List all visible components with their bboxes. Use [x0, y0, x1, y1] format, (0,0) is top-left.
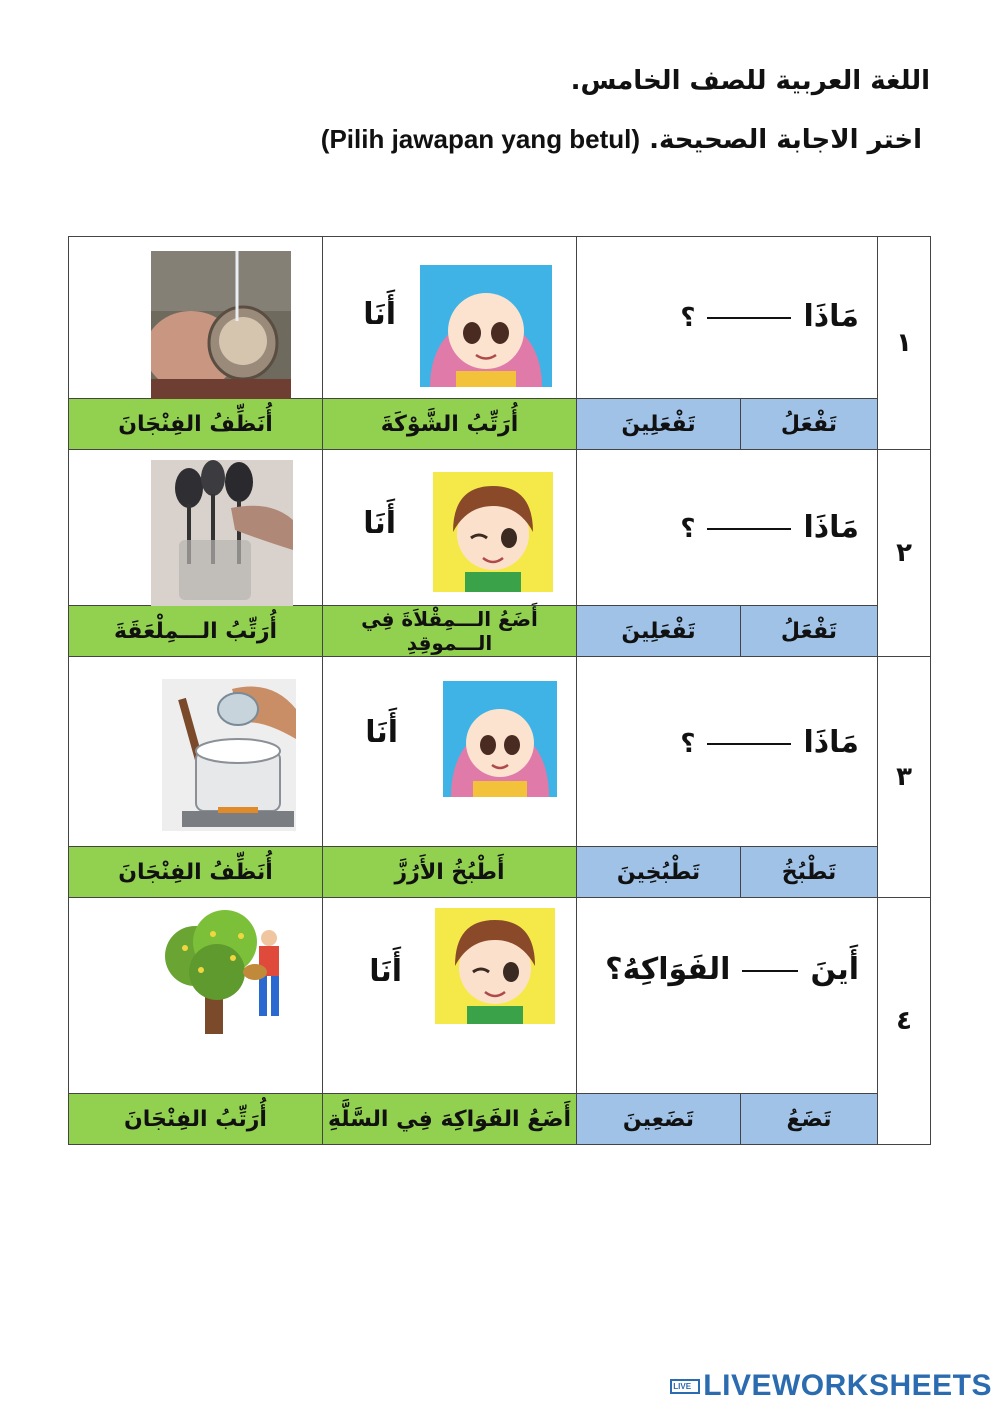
worksheet-title: اللغة العربية للصف الخامس.: [570, 66, 930, 96]
pronoun-text: أَنَا: [363, 506, 396, 541]
pronoun-cell-1: [323, 237, 577, 399]
girl-avatar-icon: [443, 681, 557, 797]
liveworksheets-logo: [670, 1369, 992, 1403]
option-sentence-2[interactable]: أُنَظِّفُ الفِنْجَانَ: [69, 847, 323, 898]
question-text: [680, 725, 859, 760]
answer-blank[interactable]: [707, 528, 791, 530]
instruction-arabic: اختر الاجابة الصحيحة.: [649, 125, 922, 155]
arranging-spoons-image: [151, 460, 293, 606]
option-sentence-2[interactable]: أُرَتِّبُ الفِنْجَانَ: [69, 1094, 323, 1145]
pronoun-cell-4: [323, 898, 577, 1094]
question-number-1: ١: [878, 237, 931, 450]
question-word: مَاذَا: [803, 725, 859, 760]
question-number-2: ٢: [878, 450, 931, 657]
pronoun-text: أَنَا: [365, 715, 398, 750]
answer-blank[interactable]: [742, 970, 798, 972]
pronoun-text: أَنَا: [363, 297, 396, 332]
question-row-2: [69, 450, 931, 606]
option-verb-2[interactable]: تَفْعَلِينَ: [577, 606, 741, 657]
option-verb-1[interactable]: تَفْعَلُ: [741, 606, 878, 657]
picture-cell-3: [69, 657, 323, 847]
question-text: [605, 952, 859, 987]
picture-cell-2: [69, 450, 323, 606]
option-sentence-2[interactable]: أُرَتِّبُ الـــمِلْعَقَةَ: [69, 606, 323, 657]
option-verb-1[interactable]: تَفْعَلُ: [741, 399, 878, 450]
option-verb-2[interactable]: تَضَعِينَ: [577, 1094, 741, 1145]
question-number-4: ٤: [878, 898, 931, 1145]
exercise-table: [68, 236, 931, 1145]
question-row-1: [69, 237, 931, 399]
question-text: [680, 510, 859, 545]
instruction-malay: (Pilih jawapan yang betul): [320, 124, 641, 154]
picture-cell-1: [69, 237, 323, 399]
boy-avatar-icon: [433, 472, 553, 592]
options-row-2: [69, 606, 931, 657]
question-cell-1: [577, 237, 878, 399]
girl-avatar-icon: [420, 265, 552, 387]
fruit-tree-image: [155, 908, 295, 1038]
pronoun-cell-2: [323, 450, 577, 606]
options-row-3: [69, 847, 931, 898]
question-row-4: [69, 898, 931, 1094]
question-row-3: [69, 657, 931, 847]
option-sentence-1[interactable]: أَطْبُخُ الأَرُزَّ: [323, 847, 577, 898]
instruction: [321, 124, 922, 155]
option-verb-2[interactable]: تَطْبُخِينَ: [577, 847, 741, 898]
answer-blank[interactable]: [707, 743, 791, 745]
pronoun-text: أَنَا: [369, 954, 402, 989]
question-word: أَينَ: [810, 952, 859, 987]
picture-cell-4: [69, 898, 323, 1094]
question-word: مَاذَا: [803, 510, 859, 545]
option-verb-1[interactable]: تَطْبُخُ: [741, 847, 878, 898]
logo-text: LIVEWORKSHEETS: [703, 1369, 992, 1402]
options-row-4: [69, 1094, 931, 1145]
question-number-3: ٣: [878, 657, 931, 898]
option-sentence-1[interactable]: أَضَعُ الفَوَاكِهَ فِي السَّلَّةِ: [323, 1094, 577, 1145]
question-cell-3: [577, 657, 878, 847]
logo-badge: LIVE: [670, 1379, 700, 1394]
question-cell-4: [577, 898, 878, 1094]
option-verb-2[interactable]: تَفْعَلِينَ: [577, 399, 741, 450]
question-end: الفَوَاكِهُ؟: [605, 952, 731, 987]
question-word: مَاذَا: [803, 299, 859, 334]
option-sentence-1[interactable]: أُرَتِّبُ الشَّوْكَةَ: [323, 399, 577, 450]
question-cell-2: [577, 450, 878, 606]
question-end: ؟: [680, 303, 696, 333]
option-verb-1[interactable]: تَضَعُ: [741, 1094, 878, 1145]
question-end: ؟: [680, 729, 696, 759]
cooking-rice-image: [162, 679, 296, 831]
options-row-1: [69, 399, 931, 450]
answer-blank[interactable]: [707, 317, 791, 319]
option-sentence-1[interactable]: أَضَعُ الـــمِقْلاَةَ فِي الـــموقِدِ: [323, 606, 577, 657]
option-sentence-2[interactable]: أُنَظِّفُ الفِنْجَانَ: [69, 399, 323, 450]
question-end: ؟: [680, 514, 696, 544]
washing-cup-image: [151, 251, 291, 399]
question-text: [680, 299, 859, 334]
pronoun-cell-3: [323, 657, 577, 847]
boy-avatar-icon: [435, 908, 555, 1024]
